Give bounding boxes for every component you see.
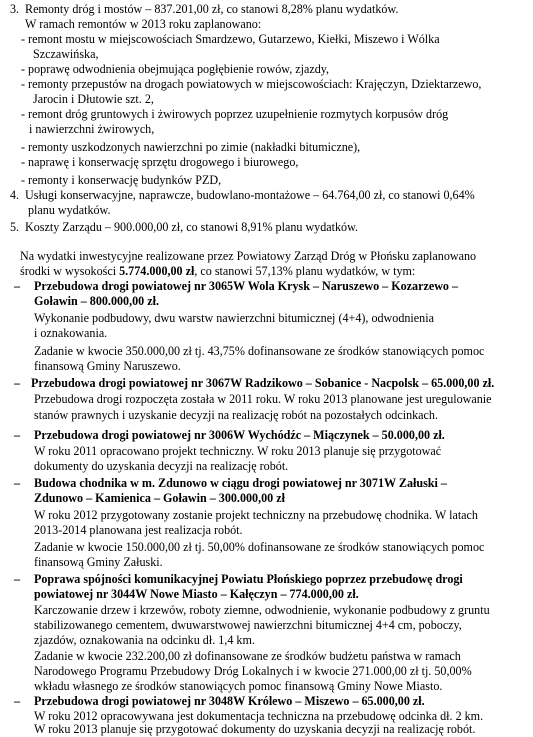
project-body: Zadanie w kwocie 150.000,00 zł tj. 50,00% dofinansowane ze środków stanowiących pomoc [34, 540, 485, 554]
project-body: i oznakowania. [34, 326, 108, 340]
remonty-list-line: - naprawę i konserwację sprzętu drogowego i biurowego, [21, 155, 299, 169]
project-body: dokumenty do uzyskania decyzji na realizację robót. [34, 459, 289, 473]
project-title: Przebudowa drogi powiatowej nr 3048W Królewo – Miszewo – 65.000,00 zł. [34, 694, 425, 708]
project-body: stabilizowanego cementem, dwuwarstwowej nawierzchni bitumicznej 4+4 cm, poboczy, [34, 618, 462, 632]
remonty-list-line: - remonty uszkodzonych nawierzchni po zimie (nakładki bitumiczne), [21, 140, 361, 154]
item-text: Usługi konserwacyjne, naprawcze, budowlano-montażowe – 64.764,00 zł, co stanowi 0,64% [25, 188, 475, 202]
remonty-list-line: - remonty i konserwację budynków PZD, [21, 173, 222, 187]
project-body: finansową Gminy Załuski. [34, 555, 163, 569]
remonty-list-line: - remont dróg gruntowych i żwirowych poprzez uzupełnienie rozmytych korpusów dróg [21, 107, 449, 121]
list-dash: – [14, 428, 21, 442]
investment-intro: Na wydatki inwestycyjne realizowane przez Powiatowy Zarząd Dróg w Płońsku zaplanowano [20, 249, 477, 263]
item-text: Koszty Zarządu – 900.000,00 zł, co stanowi 8,91% planu wydatków. [25, 220, 359, 234]
project-body: W roku 2011 opracowano projekt techniczny. W roku 2013 planuje się przygotować [34, 444, 442, 458]
project-body: zjazdów, oznakowania na odcinku dł. 1,4 km. [34, 633, 255, 647]
project-title: Zdunowo – Kamienica – Goławin – 300.000,00 zł [34, 491, 285, 505]
item-text: Remonty dróg i mostów – 837.201,00 zł, co stanowi 8,28% planu wydatków. [25, 2, 399, 16]
item-number: 3. [10, 2, 20, 16]
project-body: W roku 2012 opracowywana jest dokumentacja techniczna na przebudowę odcinka dł. 2 km. [34, 709, 484, 723]
remonty-list-line: Szczawińska, [33, 47, 99, 61]
project-body: Karczowanie drzew i krzewów, roboty ziemne, odwodnienie, wykonanie podbudowy z gruntu [34, 603, 490, 617]
item-text: planu wydatków. [28, 203, 111, 217]
project-title: Budowa chodnika w m. Zdunowo w ciągu drogi powiatowej nr 3071W Załuski – [34, 476, 447, 490]
project-body: Wykonanie podbudowy, dwu warstw nawierzchni bitumicznej (4+4), odwodnienia [34, 311, 434, 325]
project-body: Zadanie w kwocie 232.200,00 zł dofinansowane ze środków budżetu państwa w ramach [34, 649, 461, 663]
project-body: Przebudowa drogi rozpoczęta została w 2011 roku. W roku 2013 planowane jest uregulowanie [34, 392, 492, 406]
list-dash: – [14, 376, 21, 390]
remonty-list-line: Jarocin i Dłutowie szt. 2, [33, 92, 154, 106]
project-body: 2013-2014 planowana jest realizacja robót. [34, 523, 243, 537]
project-body: W roku 2012 przygotowany zostanie projekt techniczny na przebudowę chodnika. W latach [34, 508, 478, 522]
project-body: wkładu własnego ze środków stanowiących pomoc finansową Gminy Nowe Miasto. [34, 679, 443, 693]
project-title: Przebudowa drogi powiatowej nr 3006W Wychódźc – Miączynek – 50.000,00 zł. [34, 428, 445, 442]
list-dash: – [14, 279, 21, 293]
project-title: Przebudowa drogi powiatowej nr 3067W Radzikowo – Sobanice - Nacpolsk – 65.000,00 zł. [31, 376, 495, 390]
project-title: Przebudowa drogi powiatowej nr 3065W Wola Krysk – Naruszewo – Kozarzewo – [34, 279, 459, 293]
project-title: Poprawa spójności komunikacyjnej Powiatu Płońskiego poprzez przebudowę drogi [34, 572, 463, 586]
remonty-list-line: - poprawę odwodnienia obejmująca pogłębienie rowów, zjazdy, [21, 62, 330, 76]
project-body: finansową Gminy Naruszewo. [34, 359, 181, 373]
list-dash: – [14, 476, 21, 490]
project-body: Narodowego Programu Przebudowy Dróg Lokalnych i w kwocie 271.000,00 zł tj. 50,00% [34, 664, 472, 678]
list-dash: – [14, 572, 21, 586]
item-number: 5. [10, 220, 20, 234]
investment-intro-line2: środki w wysokości 5.774.000,00 zł, co stanowi 57,13% planu wydatków, w tym: [20, 264, 416, 278]
project-body: stanów prawnych i uzyskanie decyzji na realizację robót na pozostałych odcinkach. [34, 408, 438, 422]
project-title: powiatowej nr 3044W Nowe Miasto – Kałęczyn – 774.000,00 zł. [34, 587, 359, 601]
project-body: Zadanie w kwocie 350.000,00 zł tj. 43,75% dofinansowane ze środków stanowiących pomoc [34, 344, 485, 358]
item-number: 4. [10, 188, 20, 202]
remonty-list-line: i nawierzchni żwirowych, [29, 122, 155, 136]
project-body: W roku 2013 planuje się przygotować dokumenty do uzyskania decyzji na realizację robót. [34, 722, 476, 736]
remonty-list-line: - remont mostu w miejscowościach Smardzewo, Gutarzewo, Kiełki, Miszewo i Wólka [21, 32, 440, 46]
remonty-list-line: - remonty przepustów na drogach powiatowych w miejscowościach: Krajęczyn, Dziektarzewo, [21, 77, 482, 91]
remonty-intro: W ramach remontów w 2013 roku zaplanowano: [25, 17, 262, 31]
project-title: Goławin – 800.000,00 zł. [34, 294, 159, 308]
list-dash: – [14, 694, 21, 708]
